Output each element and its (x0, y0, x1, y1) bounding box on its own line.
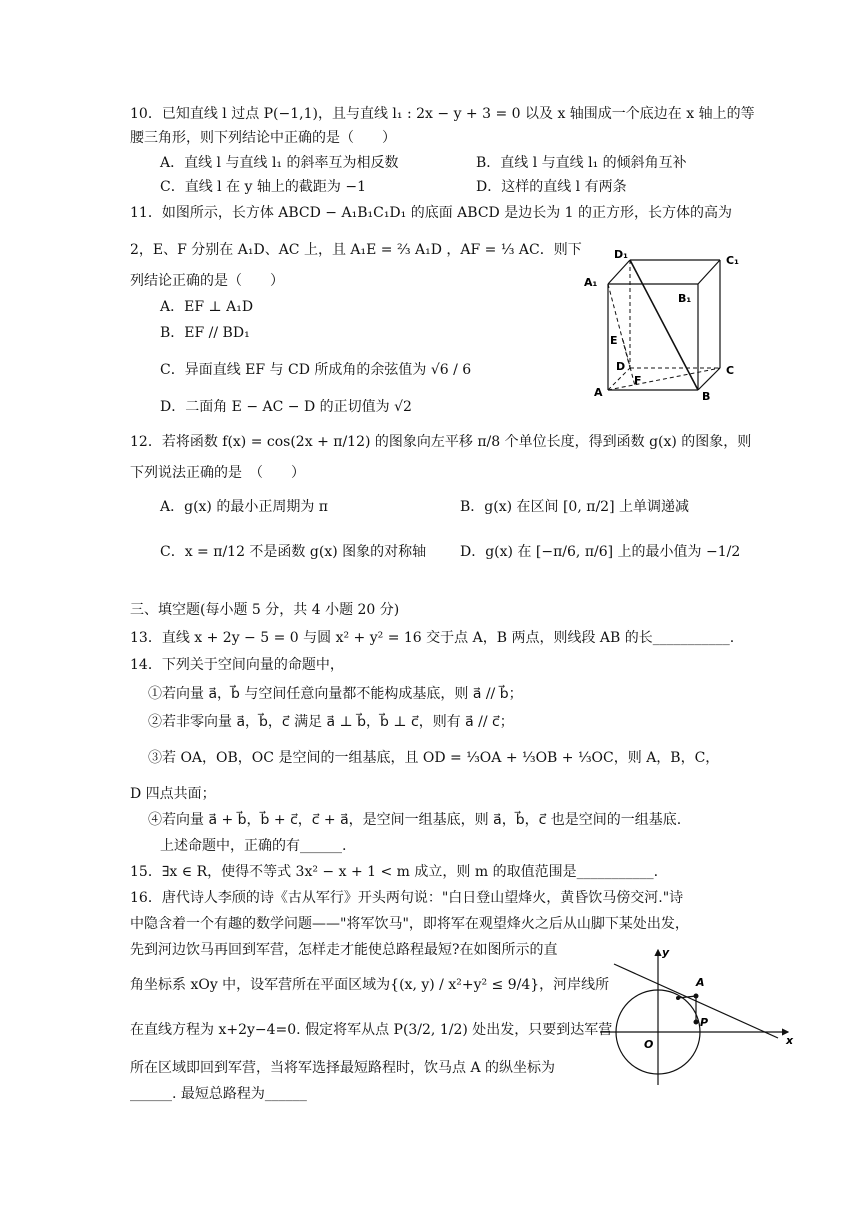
q16-line3: 先到河边饮马再回到军营，怎样走才能使总路程最短?在如图所示的直 (130, 942, 558, 958)
q11-stem-line1: 11．如图所示，长方体 ABCD − A₁B₁C₁D₁ 的底面 ABCD 是边长为 1 的正方形，长方体的高为 (130, 205, 733, 221)
q12-option-b: B．g(x) 在区间 [0, π/2] 上单调递减 (460, 499, 689, 515)
q13-stem: 13．直线 x + 2y − 5 = 0 与圆 x² + y² = 16 交于点 A，B 两点，则线段 AB 的长___________. (130, 630, 735, 646)
q10-option-b: B．直线 l 与直线 l₁ 的倾斜角互补 (476, 155, 687, 171)
q11-stem-line3: 列结论正确的是（ ） (130, 273, 284, 289)
label-B1: B₁ (678, 292, 692, 305)
label-F: F (634, 374, 642, 387)
q10-option-a: A．直线 l 与直线 l₁ 的斜率互为相反数 (160, 155, 399, 171)
q11-option-c: C．异面直线 EF 与 CD 所成角的余弦值为 √6 / 6 (160, 362, 472, 378)
q16-line6: 所在区域即回到军营，当将军选择最短路程时，饮马点 A 的纵坐标为 (130, 1060, 556, 1076)
coordinate-figure (600, 940, 800, 1090)
q10-option-d: D．这样的直线 l 有两条 (476, 179, 627, 195)
label-x-axis: x (786, 1034, 794, 1047)
q16-line1: 16．唐代诗人李颀的诗《古从军行》开头两句说："白日登山望烽火，黄昏饮马傍交河."诗 (130, 890, 684, 906)
q12-stem-line2: 下列说法正确的是 （ ） (130, 465, 305, 481)
label-origin: O (644, 1038, 654, 1051)
q10-stem-line1: 10．已知直线 l 过点 P(−1,1)，且与直线 l₁ : 2x − y + 3 = 0 以及 x 轴围成一个底边在 x 轴上的等 (130, 106, 755, 122)
q14-item-4: ④若向量 a⃗ + b⃗，b⃗ + c⃗，c⃗ + a⃗，是空间一组基底，则 a⃗，b⃗，c⃗ 也是空间的一组基底. (148, 812, 682, 828)
label-D1: D₁ (614, 248, 628, 261)
q16-line2: 中隐含着一个有趣的数学问题——"将军饮马"，即将军在观望烽火之后从山脚下某处出发， (130, 916, 689, 932)
q11-option-a: A．EF ⊥ A₁D (160, 299, 254, 315)
q12-option-d: D．g(x) 在 [−π/6, π/6] 上的最小值为 −1/2 (460, 544, 741, 560)
q15-stem: 15．∃x ∈ R，使得不等式 3x² − x + 1 < m 成立，则 m 的取值范围是___________. (130, 864, 659, 880)
q14-item-3: ③若 OA，OB，OC 是空间的一组基底，且 OD = ⅓OA + ⅓OB + ⅓OC，则 A，B，C， (148, 750, 720, 766)
label-C1: C₁ (726, 254, 739, 267)
label-A1: A₁ (584, 276, 598, 289)
cuboid-figure (580, 240, 750, 410)
label-y-axis: y (662, 946, 670, 959)
q16-line7: ______. 最短总路程为______ (130, 1086, 307, 1102)
label-B: B (702, 390, 711, 403)
q14-item-2: ②若非零向量 a⃗，b⃗，c⃗ 满足 a⃗ ⊥ b⃗，b⃗ ⊥ c⃗，则有 a⃗ // c⃗； (148, 714, 514, 730)
q10-option-c: C．直线 l 在 y 轴上的截距为 −1 (160, 179, 366, 195)
q12-stem-line1: 12．若将函数 f(x) = cos(2x + π/12) 的图象向左平移 π/8 个单位长度，得到函数 g(x) 的图象，则 (130, 434, 752, 450)
q10-stem-line2: 腰三角形，则下列结论中正确的是（ ） (130, 130, 396, 146)
q11-stem-line2: 2，E、F 分别在 A₁D、AC 上，且 A₁E = ⅔ A₁D ，AF = ⅓ AC．则下 (130, 242, 582, 258)
label-D: D (616, 360, 626, 373)
label-A: A (594, 386, 603, 399)
q12-option-c: C．x = π/12 不是函数 g(x) 图象的对称轴 (160, 544, 427, 560)
q14-item-3-continued: D 四点共面； (130, 786, 216, 802)
q11-option-d: D．二面角 E − AC − D 的正切值为 √2 (160, 399, 412, 415)
q16-line4: 角坐标系 xOy 中，设军营所在平面区域为{(x, y) / x²+y² ≤ 9/4}，河岸线所 (130, 977, 610, 993)
q14-item-1: ①若向量 a⃗，b⃗ 与空间任意向量都不能构成基底，则 a⃗ // b⃗； (148, 686, 523, 702)
label-point-A: A (696, 976, 705, 989)
label-point-P: P (700, 1016, 709, 1029)
label-E: E (610, 334, 618, 347)
q14-tail: 上述命题中，正确的有______. (160, 838, 347, 854)
q12-option-a: A．g(x) 的最小正周期为 π (160, 499, 328, 515)
q11-option-b: B．EF // BD₁ (160, 325, 250, 341)
label-C: C (726, 364, 735, 377)
section-3-heading: 三、填空题(每小题 5 分，共 4 小题 20 分) (130, 602, 400, 618)
q16-line5: 在直线方程为 x+2y−4=0. 假定将军从点 P(3/2, 1/2) 处出发，只要到达军营 (130, 1022, 613, 1038)
q14-stem: 14．下列关于空间向量的命题中， (130, 657, 344, 673)
